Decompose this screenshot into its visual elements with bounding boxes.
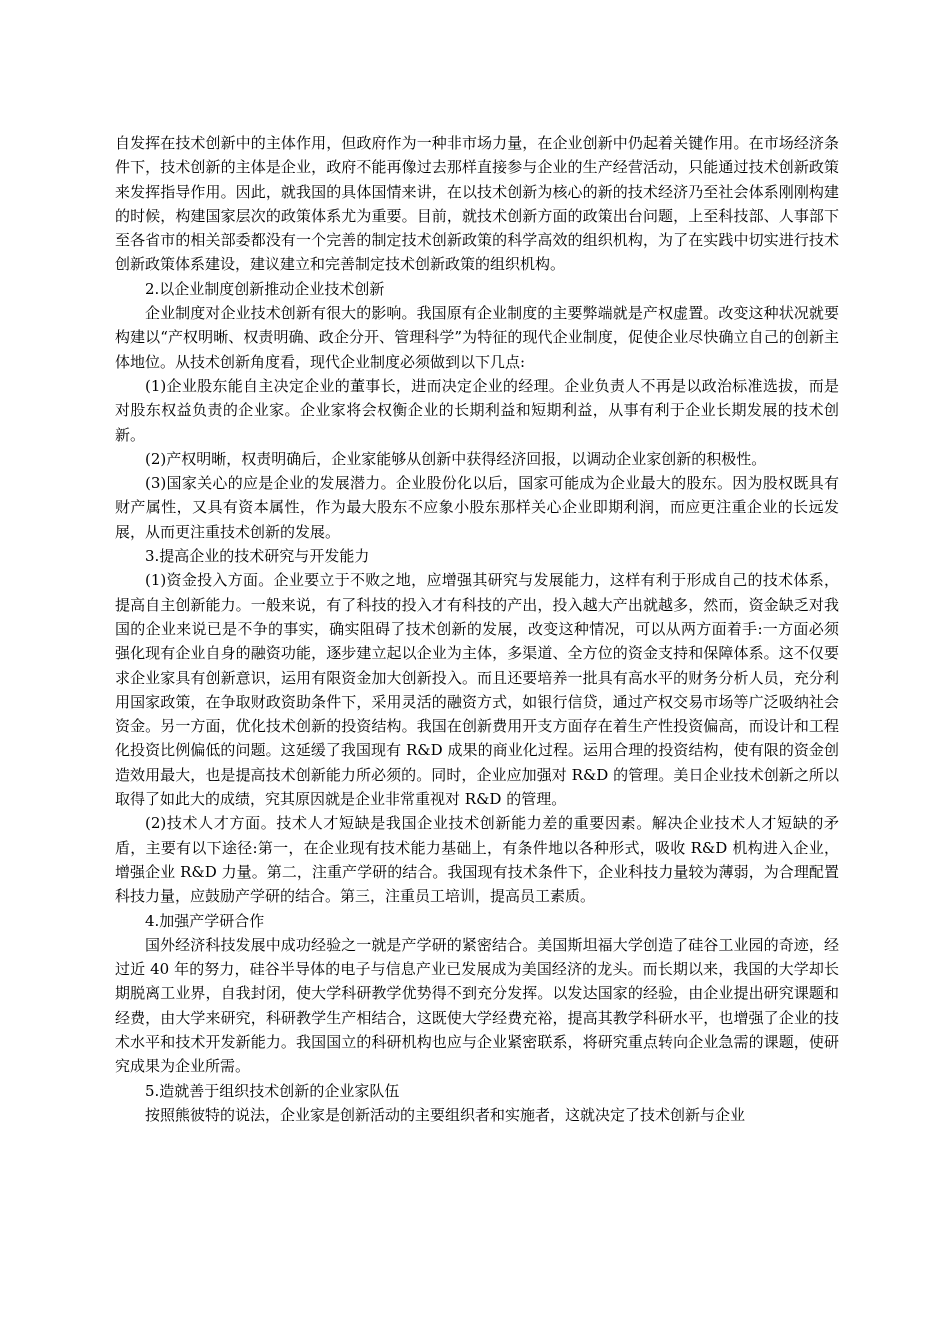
body-paragraph: (2)技术人才方面。技术人才短缺是我国企业技术创新能力差的重要因素。解决企业技术人才短缺的矛盾，主要有以下途径:第一，在企业现有技术能力基础上，有条件地以各种形式，吸收 R&D 机构进入企业，增强企业 R&D 力量。第二，注重产学研的结合。我国现有技术条件下，企业科技力量较为薄弱，为合理配置科技力量，应鼓励产学研的结合。第三，注重员工培训，提高员工素质。 bbox=[115, 814, 839, 906]
body-paragraph: (1)资金投入方面。企业要立于不败之地，应增强其研究与发展能力，这样有利于形成自己的技术体系，提高自主创新能力。一般来说，有了科技的投入才有科技的产出，投入越大产出就越多，然而，资金缺乏对我国的企业来说已是不争的事实，确实阻碍了技术创新的发展，改变这种情况，可以从两方面着手:一方面必须强化现有企业自身的融资功能，逐步建立起以企业为主体，多渠道、全方位的资金支持和保障体系。这不仅要求企业家具有创新意识，运用有限资金加大创新投入。而且还要培养一批具有高水平的财务分析人员，充分利用国家政策，在争取财政资助条件下，采用灵活的融资方式，如银行信贷，通过产权交易市场等广泛吸纳社会资金。另一方面，优化技术创新的投资结构。我国在创新费用开支方面存在着生产性投资偏高，而设计和工程化投资比例偏低的问题。这延缓了我国现有 R&D 成果的商业化过程。运用合理的投资结构，使有限的资金创造效用最大，也是提高技术创新能力所必须的。同时，企业应加强对 R&D 的管理。美日企业技术创新之所以取得了如此大的成绩，究其原因就是企业非常重视对 R&D 的管理。 bbox=[115, 571, 839, 809]
section-heading: 5.造就善于组织技术创新的企业家队伍 bbox=[145, 1081, 400, 1100]
body-paragraph: (2)产权明晰，权责明确后，企业家能够从创新中获得经济回报，以调动企业家创新的积极性。 bbox=[145, 449, 767, 468]
body-paragraph: 国外经济科技发展中成功经验之一就是产学研的紧密结合。美国斯坦福大学创造了硅谷工业园的奇迹，经过近 40 年的努力，硅谷半导体的电子与信息产业已发展成为美国经济的龙头。而长期以来，我国的大学却长期脱离工业界，自我封闭，使大学科研教学优势得不到充分发挥。以发达国家的经验，由企业提出研究课题和经费，由大学来研究，科研教学生产相结合，这既使大学经费充裕，提高其教学科研水平，也增强了企业的技术水平和技术开发新能力。我国国立的科研机构也应与企业紧密联系，将研究重点转向企业急需的课题，使研究成果为企业所需。 bbox=[115, 935, 839, 1076]
body-paragraph: (3)国家关心的应是企业的发展潜力。企业股份化以后，国家可能成为企业最大的股东。因为股权既具有财产属性，又具有资本属性，作为最大股东不应象小股东那样关心企业即期利润，而应更注重企业的长远发展，从而更注重技术创新的发展。 bbox=[115, 474, 839, 541]
section-heading: 4.加强产学研合作 bbox=[145, 911, 265, 930]
body-paragraph: 按照熊彼特的说法，企业家是创新活动的主要组织者和实施者，这就决定了技术创新与企业 bbox=[145, 1105, 746, 1124]
document-body bbox=[115, 131, 839, 1127]
section-heading: 3.提高企业的技术研究与开发能力 bbox=[145, 547, 370, 566]
body-paragraph: 自发挥在技术创新中的主体作用，但政府作为一种非市场力量，在企业创新中仍起着关键作用。在市场经济条件下，技术创新的主体是企业，政府不能再像过去那样直接参与企业的生产经营活动，只能通过技术创新政策来发挥指导作用。因此，就我国的具体国情来讲，在以技术创新为核心的新的技术经济乃至社会体系刚刚构建的时候，构建国家层次的政策体系尤为重要。目前，就技术创新方面的政策出台问题，上至科技部、人事部下至各省市的相关部委都没有一个完善的制定技术创新政策的科学高效的组织机构，为了在实践中切实进行技术创新政策体系建设，建议建立和完善制定技术创新政策的组织机构。 bbox=[115, 134, 839, 274]
body-paragraph: 企业制度对企业技术创新有很大的影响。我国原有企业制度的主要弊端就是产权虚置。改变这种状况就要构建以“产权明晰、权责明确、政企分开、管理科学”为特征的现代企业制度，促使企业尽快确立自己的创新主体地位。从技术创新角度看，现代企业制度必须做到以下几点: bbox=[115, 304, 839, 371]
section-heading: 2.以企业制度创新推动企业技术创新 bbox=[145, 279, 385, 298]
body-paragraph: (1)企业股东能自主决定企业的董事长，进而决定企业的经理。企业负责人不再是以政治标准选拔，而是对股东权益负责的企业家。企业家将会权衡企业的长期利益和短期利益，从事有利于企业长期发展的技术创新。 bbox=[115, 376, 839, 444]
